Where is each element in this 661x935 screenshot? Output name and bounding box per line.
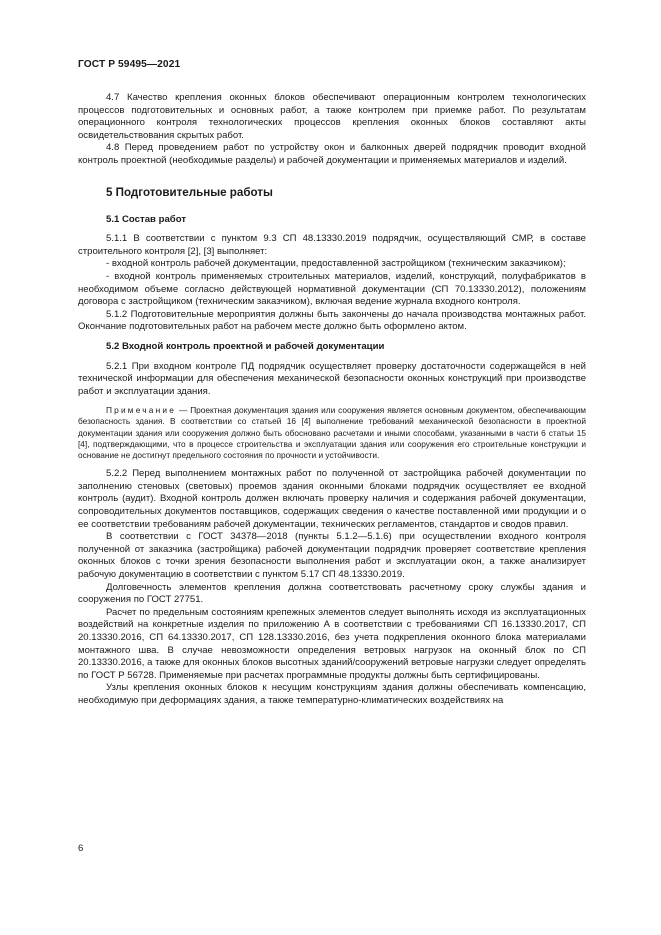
paragraph-fastening-nodes: Узлы крепления оконных блоков к несущим конструкциям здания должны обеспечивать компенсацию, необходимую при деформациях здания, а также температурно-климатических воздействиях на xyxy=(78,682,586,706)
note-text: — Проектная документация здания или сооружения является основным документом, обеспечивающим безопасность здания. В соответствии со статьей 16 [4] выполнение требований механической безопасности в проектной документации здания или сооружения должно быть обосновано расчетами и иными способами, указанными в части 6 статьи 15 [4], подтверждающими, что в процессе строительства и эксплуатации здания или сооружения его строительные конструкции и основание не достигнут предельного состояния по прочности и устойчивости. xyxy=(78,405,586,461)
paragraph-limit-state-calculation: Расчет по предельным состояниям крепежных элементов следует выполнять исходя из эксплуатационных воздействий на конкретные изделия по приложению А в соответствии с требованиями СП 16.13330.2017, СП 20.13330.2016, СП 64.13330.2017, СП 128.13330.2016, без учета подкрепления оконного блока материалами монтажного шва. В случае невозможности определения ветровых нагрузок на оконный блок по СП 20.13330.2016, а также для оконных блоков высотных зданий/сооружений ветровые нагрузки следует определять по ГОСТ Р 56728. Применяемые при расчетах программные продукты должны быть сертифицированы. xyxy=(78,606,586,681)
page-number: 6 xyxy=(78,843,84,854)
note-block xyxy=(78,405,586,461)
paragraph-durability: Долговечность элементов крепления должна соответствовать расчетному сроку службы здания и сооружения по ГОСТ 27751. xyxy=(78,581,586,606)
paragraph-5-2-2: 5.2.2 Перед выполнением монтажных работ по полученной от застройщика рабочей документации по заполнению стеновых (световых) проемов здания оконными блоками подрядчик осуществляет ее входной контроль (аудит). Входной контроль должен включать проверку наличия и содержания рабочей документации, сопроводительных документов поставщиков, содержащих сведения о качестве поставленной ими продукции и о ее соответствии требованиям рабочей документации, технических регламентов, стандартов и сводов правил. xyxy=(78,468,586,530)
paragraph-4-7: 4.7 Качество крепления оконных блоков обеспечивают операционным контролем технологических процессов подготовительных и основных работ, а также контролем при приемке работ. По результатам операционного контроля технологических процессов крепления оконных блоков составляют акты освидетельствования скрытых работ. xyxy=(78,92,586,141)
subsection-heading-5-1: 5.1 Состав работ xyxy=(106,213,187,225)
paragraph-5-1-1: 5.1.1 В соответствии с пунктом 9.3 СП 48.13330.2019 подрядчик, осуществляющий СМР, в составе строительного контроля [2], [3] выполняет: xyxy=(78,233,586,257)
document-body xyxy=(78,92,586,708)
subsection-heading-5-2: 5.2 Входной контроль проектной и рабочей документации xyxy=(106,340,385,352)
paragraph-5-2-1: 5.2.1 При входном контроле ПД подрядчик осуществляет проверку достаточности содержащейся в ней технической информации для обеспечения механической безопасности оконных конструкций при производстве работ и эксплуатации здания. xyxy=(78,360,586,397)
paragraph-4-8: 4.8 Перед проведением работ по устройству окон и балконных дверей подрядчик проводит входной контроль проектной (необходимые разделы) и рабочей документации и применяемых материалов и изделий. xyxy=(78,142,586,166)
paragraph-gost-34378: В соответствии с ГОСТ 34378—2018 (пункты 5.1.2—5.1.6) при осуществлении входного контроля полученной от заказчика (застройщика) рабочей документации подрядчик проверяет соответствие крепления оконных блоков с точки зрения безопасности выполнения работ и эксплуатации окон, а также анализирует рабочую документацию в соответствии с пунктом 5.17 СП 48.13330.2019. xyxy=(78,531,586,581)
standard-code-header: ГОСТ Р 59495—2021 xyxy=(78,59,181,70)
list-item-input-control-materials: - входной контроль применяемых строительных материалов, изделий, конструкций, полуфабрикатов в необходимом объеме согласно действующей нормативной документации (СП 70.13330.2012), положениям договора с застройщиком (техническим заказчиком), включая ведение журнала входного контроля. xyxy=(78,270,586,308)
document-page xyxy=(78,0,586,935)
note-label: Примечание xyxy=(106,405,177,416)
list-item-input-control-docs: - входной контроль рабочей документации, предоставленной застройщиком (техническим заказчиком); xyxy=(106,258,566,270)
section-heading-5: 5 Подготовительные работы xyxy=(106,185,273,199)
paragraph-5-1-2: 5.1.2 Подготовительные мероприятия должны быть закончены до начала производства монтажных работ. Окончание подготовительных работ на рабочем месте должно быть оформлено актом. xyxy=(78,308,586,333)
